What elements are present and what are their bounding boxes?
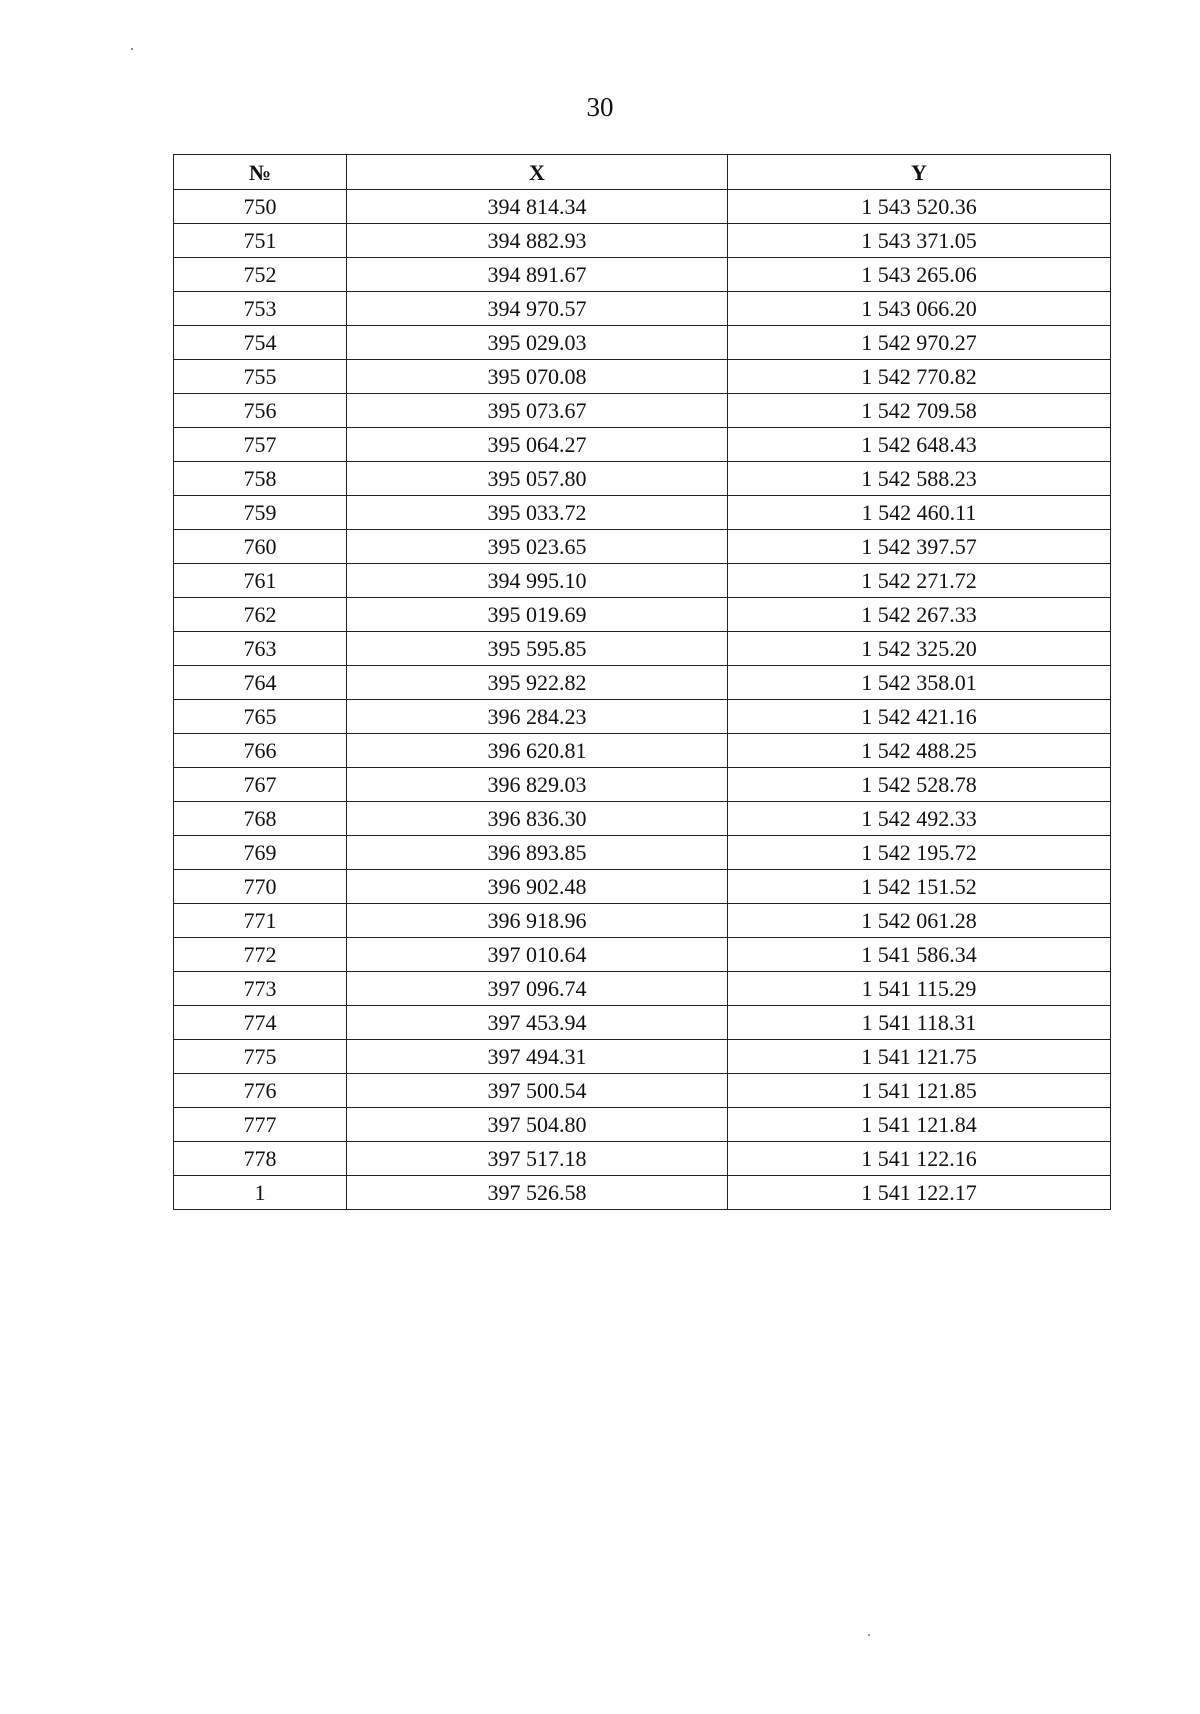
column-header-y: Y: [728, 155, 1111, 190]
cell-y-coordinate: 1 541 115.29: [728, 972, 1111, 1006]
cell-x-coordinate: 395 595.85: [347, 632, 728, 666]
cell-point-number: 762: [174, 598, 347, 632]
cell-x-coordinate: 394 970.57: [347, 292, 728, 326]
table-row: [174, 326, 1111, 360]
page-number: 30: [586, 92, 614, 122]
cell-point-number: 750: [174, 190, 347, 224]
cell-y-coordinate: 1 541 122.16: [728, 1142, 1111, 1176]
cell-y-coordinate: 1 541 118.31: [728, 1006, 1111, 1040]
cell-y-coordinate: 1 543 066.20: [728, 292, 1111, 326]
table-body: [174, 190, 1111, 1210]
cell-x-coordinate: 397 010.64: [347, 938, 728, 972]
cell-point-number: 771: [174, 904, 347, 938]
table-row: [174, 802, 1111, 836]
cell-point-number: 761: [174, 564, 347, 598]
table-row: [174, 292, 1111, 326]
cell-point-number: 1: [174, 1176, 347, 1210]
cell-y-coordinate: 1 542 460.11: [728, 496, 1111, 530]
table-row: [174, 1040, 1111, 1074]
cell-x-coordinate: 397 517.18: [347, 1142, 728, 1176]
cell-y-coordinate: 1 541 121.84: [728, 1108, 1111, 1142]
table-row: [174, 360, 1111, 394]
cell-point-number: 760: [174, 530, 347, 564]
cell-point-number: 775: [174, 1040, 347, 1074]
cell-point-number: 751: [174, 224, 347, 258]
cell-x-coordinate: 396 620.81: [347, 734, 728, 768]
cell-x-coordinate: 395 019.69: [347, 598, 728, 632]
cell-point-number: 778: [174, 1142, 347, 1176]
table-row: [174, 258, 1111, 292]
cell-point-number: 772: [174, 938, 347, 972]
cell-y-coordinate: 1 543 265.06: [728, 258, 1111, 292]
cell-x-coordinate: 395 029.03: [347, 326, 728, 360]
table-header-row: [174, 155, 1111, 190]
table-row: [174, 462, 1111, 496]
table-row: [174, 1176, 1111, 1210]
cell-point-number: 769: [174, 836, 347, 870]
table-row: [174, 1006, 1111, 1040]
cell-y-coordinate: 1 542 267.33: [728, 598, 1111, 632]
table-row: [174, 1142, 1111, 1176]
table-row: [174, 1074, 1111, 1108]
cell-y-coordinate: 1 542 195.72: [728, 836, 1111, 870]
table-row: [174, 870, 1111, 904]
table-row: [174, 972, 1111, 1006]
table-row: [174, 768, 1111, 802]
table-row: [174, 564, 1111, 598]
cell-point-number: 774: [174, 1006, 347, 1040]
cell-point-number: 755: [174, 360, 347, 394]
cell-point-number: 763: [174, 632, 347, 666]
cell-y-coordinate: 1 542 358.01: [728, 666, 1111, 700]
cell-point-number: 776: [174, 1074, 347, 1108]
cell-x-coordinate: 397 453.94: [347, 1006, 728, 1040]
cell-x-coordinate: 395 064.27: [347, 428, 728, 462]
cell-y-coordinate: 1 541 121.75: [728, 1040, 1111, 1074]
cell-x-coordinate: 396 893.85: [347, 836, 728, 870]
cell-point-number: 768: [174, 802, 347, 836]
table-row: [174, 530, 1111, 564]
cell-point-number: 758: [174, 462, 347, 496]
cell-x-coordinate: 396 902.48: [347, 870, 728, 904]
cell-y-coordinate: 1 541 122.17: [728, 1176, 1111, 1210]
cell-x-coordinate: 395 922.82: [347, 666, 728, 700]
cell-point-number: 759: [174, 496, 347, 530]
cell-x-coordinate: 395 073.67: [347, 394, 728, 428]
cell-x-coordinate: 395 033.72: [347, 496, 728, 530]
cell-y-coordinate: 1 542 970.27: [728, 326, 1111, 360]
cell-point-number: 766: [174, 734, 347, 768]
table-row: [174, 224, 1111, 258]
cell-x-coordinate: 397 504.80: [347, 1108, 728, 1142]
cell-point-number: 767: [174, 768, 347, 802]
cell-y-coordinate: 1 542 151.52: [728, 870, 1111, 904]
scan-speck: [868, 1634, 870, 1636]
cell-y-coordinate: 1 542 061.28: [728, 904, 1111, 938]
coordinates-table: [173, 154, 1111, 1210]
column-header-x: X: [347, 155, 728, 190]
cell-y-coordinate: 1 542 325.20: [728, 632, 1111, 666]
table-row: [174, 394, 1111, 428]
table-row: [174, 598, 1111, 632]
table-row: [174, 632, 1111, 666]
cell-x-coordinate: 397 500.54: [347, 1074, 728, 1108]
cell-point-number: 773: [174, 972, 347, 1006]
table-row: [174, 734, 1111, 768]
table-row: [174, 836, 1111, 870]
cell-x-coordinate: 394 882.93: [347, 224, 728, 258]
cell-y-coordinate: 1 542 492.33: [728, 802, 1111, 836]
cell-x-coordinate: 396 829.03: [347, 768, 728, 802]
scan-speck: [131, 48, 133, 50]
cell-y-coordinate: 1 542 588.23: [728, 462, 1111, 496]
table-row: [174, 1108, 1111, 1142]
table-row: [174, 938, 1111, 972]
cell-y-coordinate: 1 542 421.16: [728, 700, 1111, 734]
cell-x-coordinate: 396 836.30: [347, 802, 728, 836]
table-row: [174, 904, 1111, 938]
table-row: [174, 428, 1111, 462]
cell-y-coordinate: 1 543 520.36: [728, 190, 1111, 224]
cell-x-coordinate: 396 918.96: [347, 904, 728, 938]
cell-y-coordinate: 1 541 121.85: [728, 1074, 1111, 1108]
cell-y-coordinate: 1 542 488.25: [728, 734, 1111, 768]
cell-y-coordinate: 1 542 528.78: [728, 768, 1111, 802]
cell-x-coordinate: 395 057.80: [347, 462, 728, 496]
cell-x-coordinate: 397 096.74: [347, 972, 728, 1006]
cell-x-coordinate: 394 995.10: [347, 564, 728, 598]
cell-x-coordinate: 397 494.31: [347, 1040, 728, 1074]
cell-point-number: 752: [174, 258, 347, 292]
cell-point-number: 777: [174, 1108, 347, 1142]
table-row: [174, 190, 1111, 224]
cell-y-coordinate: 1 542 397.57: [728, 530, 1111, 564]
cell-point-number: 754: [174, 326, 347, 360]
table-row: [174, 496, 1111, 530]
cell-point-number: 753: [174, 292, 347, 326]
cell-y-coordinate: 1 542 271.72: [728, 564, 1111, 598]
cell-point-number: 757: [174, 428, 347, 462]
cell-y-coordinate: 1 542 648.43: [728, 428, 1111, 462]
cell-y-coordinate: 1 543 371.05: [728, 224, 1111, 258]
cell-x-coordinate: 397 526.58: [347, 1176, 728, 1210]
cell-x-coordinate: 394 891.67: [347, 258, 728, 292]
cell-point-number: 765: [174, 700, 347, 734]
cell-x-coordinate: 396 284.23: [347, 700, 728, 734]
cell-x-coordinate: 394 814.34: [347, 190, 728, 224]
cell-y-coordinate: 1 542 709.58: [728, 394, 1111, 428]
cell-y-coordinate: 1 542 770.82: [728, 360, 1111, 394]
cell-x-coordinate: 395 070.08: [347, 360, 728, 394]
cell-point-number: 756: [174, 394, 347, 428]
column-header-number: №: [174, 155, 347, 190]
cell-point-number: 770: [174, 870, 347, 904]
cell-point-number: 764: [174, 666, 347, 700]
cell-y-coordinate: 1 541 586.34: [728, 938, 1111, 972]
cell-x-coordinate: 395 023.65: [347, 530, 728, 564]
table-row: [174, 700, 1111, 734]
table-row: [174, 666, 1111, 700]
